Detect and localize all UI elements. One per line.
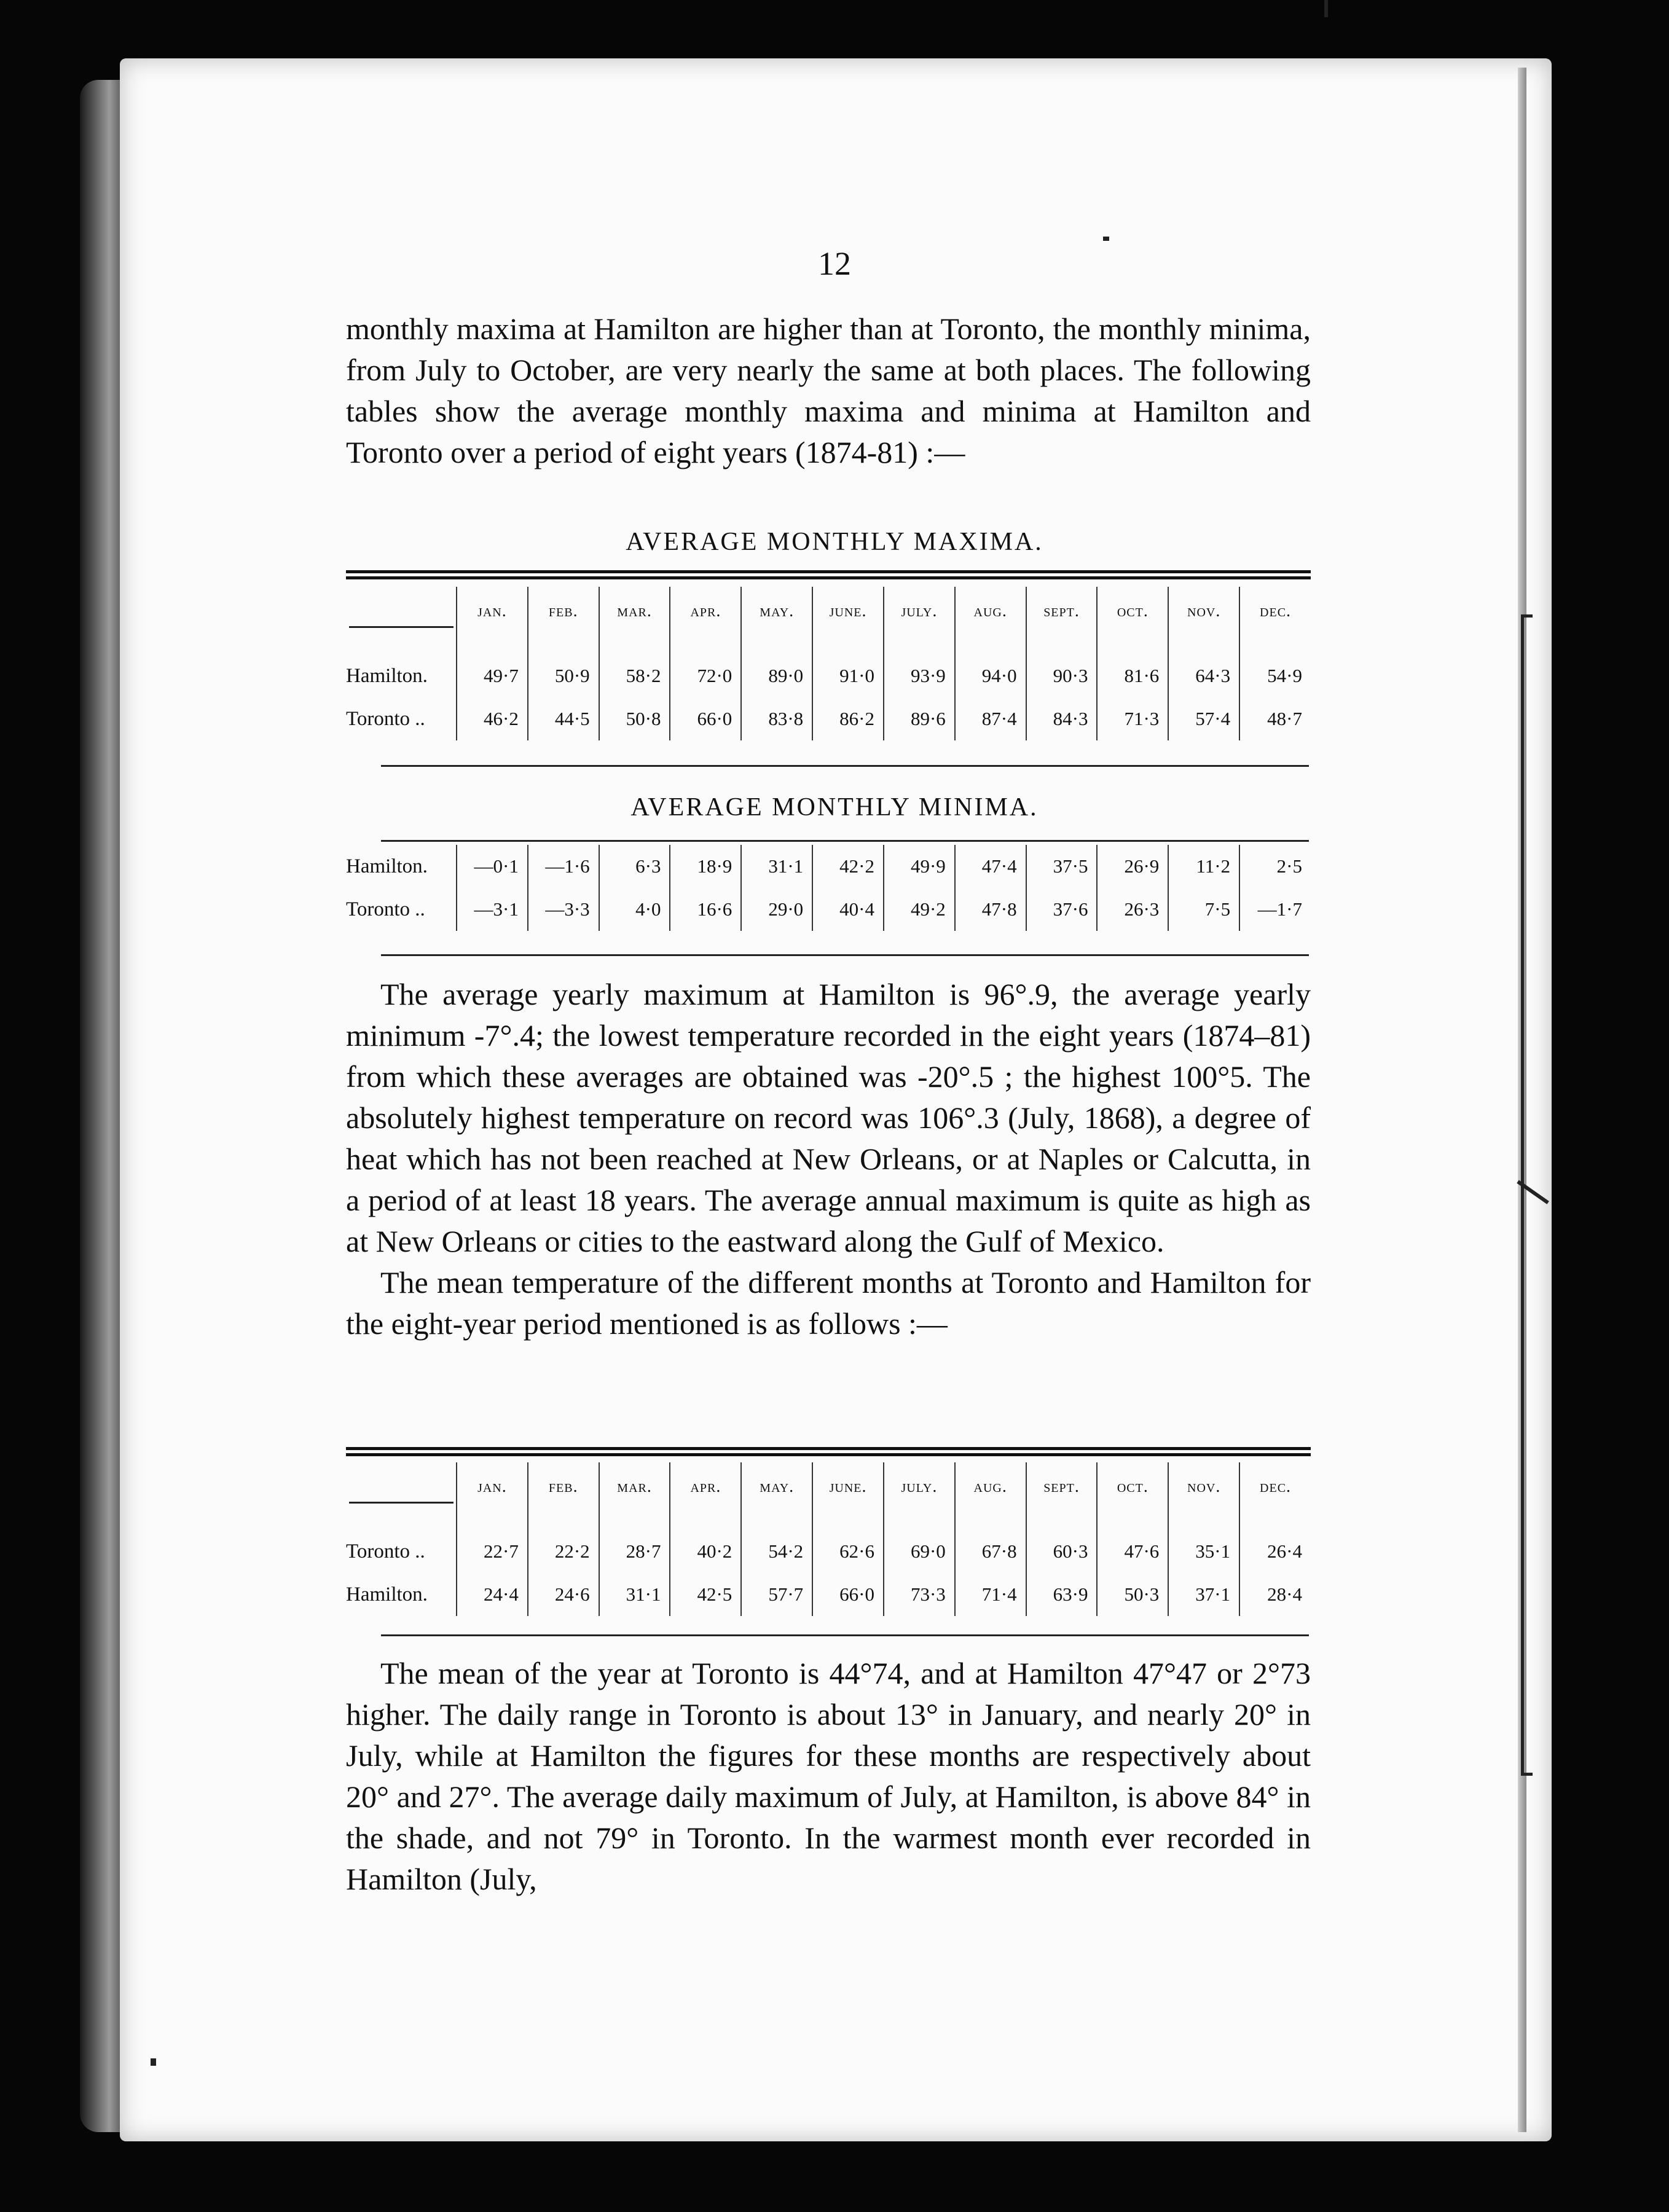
month-header: june. [812, 587, 884, 636]
table-cell: 49·9 [884, 845, 955, 888]
table-cell: 86·2 [812, 697, 884, 740]
table-cell: 16·6 [670, 888, 741, 931]
table-cell: —0·1 [457, 845, 528, 888]
table-cell: 37·1 [1168, 1573, 1239, 1616]
row-label: Hamilton. [346, 855, 428, 877]
month-header: july. [884, 1462, 955, 1512]
month-header: june. [812, 1462, 884, 1512]
scan-speck [1324, 0, 1328, 17]
yearly-paragraph-block [346, 974, 1311, 1344]
table-cell: 11·2 [1168, 845, 1239, 888]
table-cell: 81·6 [1097, 654, 1168, 697]
maxima-table-top-rule [346, 570, 1311, 579]
table-cell: 28·4 [1239, 1573, 1311, 1616]
table-row [346, 1573, 1311, 1616]
minima-table [346, 845, 1311, 931]
month-header: nov. [1168, 1462, 1239, 1512]
page-number: 12 [818, 245, 851, 282]
mean-table-bottom-rule [381, 1634, 1309, 1636]
intro-paragraph-block [346, 308, 1311, 473]
table-cell: 7·5 [1168, 888, 1239, 931]
final-paragraph: The mean of the year at Toronto is 44°74, and at Hamilton 47°47 or 2°73 higher. The daily range in Toronto is about 13° in January, and nearly 20° in July, while at Hamilton the figures for these months are respectively about 20° and 27°. The average daily maximum of July, at Hamilton, is above 84° in the shade, and not 79° in Toronto. In the warmest month ever recorded in Hamilton (July, [346, 1656, 1311, 1896]
table-cell: 24·4 [457, 1573, 528, 1616]
table-row [346, 845, 1311, 888]
month-header: apr. [670, 1462, 741, 1512]
spacer-row [346, 636, 1311, 654]
maxima-table-title: AVERAGE MONTHLY MAXIMA. [626, 528, 1043, 556]
mean-table-top-rule [346, 1447, 1311, 1456]
table-cell: 24·6 [528, 1573, 599, 1616]
table-cell: 58·2 [599, 654, 670, 697]
month-header: may. [741, 587, 812, 636]
month-header: jan. [457, 587, 528, 636]
table-cell: 49·7 [457, 654, 528, 697]
row-label: Toronto .. [346, 898, 425, 920]
table-row [346, 888, 1311, 931]
table-cell: 40·4 [812, 888, 884, 931]
table-cell: 47·4 [955, 845, 1026, 888]
month-header: aug. [955, 1462, 1026, 1512]
table-cell: 35·1 [1168, 1530, 1239, 1573]
table-cell: 64·3 [1168, 654, 1239, 697]
table-cell: 94·0 [955, 654, 1026, 697]
month-header: sept. [1026, 1462, 1098, 1512]
table-cell: 66·0 [670, 697, 741, 740]
table-cell: 84·3 [1026, 697, 1098, 740]
table-cell: 50·8 [599, 697, 670, 740]
table-cell: 93·9 [884, 654, 955, 697]
table-cell: 89·6 [884, 697, 955, 740]
table-cell: 91·0 [812, 654, 884, 697]
table-cell: 87·4 [955, 697, 1026, 740]
table-cell: 2·5 [1239, 845, 1311, 888]
scan-speck [1103, 237, 1109, 241]
table-cell: 26·9 [1097, 845, 1168, 888]
table-cell: 66·0 [812, 1573, 884, 1616]
month-header: aug. [955, 587, 1026, 636]
month-header: feb. [528, 587, 599, 636]
yearly-paragraph: The average yearly maximum at Hamilton is 96°.9, the average yearly minimum -7°.4; the lowest temperature recorded in the eight years (1874–81) from which these averages are obtained was -20°.5 ; the highest 100°5. The absolutely highest temperature on record was 106°.3 (July, 1868), a degree of heat which has not been reached at New Orleans, or at Naples or Calcutta, in a period of at least 18 years. The average annual maximum is quite as high as at New Orleans or cities to the eastward along the Gulf of Mexico. [346, 977, 1311, 1258]
month-header: may. [741, 1462, 812, 1512]
month-header: feb. [528, 1462, 599, 1512]
table-cell: 26·3 [1097, 888, 1168, 931]
table-cell: 49·2 [884, 888, 955, 931]
maxima-table-bottom-rule [381, 765, 1309, 767]
table-cell: 54·2 [741, 1530, 812, 1573]
table-cell: 69·0 [884, 1530, 955, 1573]
mean-table [346, 1462, 1311, 1616]
table-cell: 4·0 [599, 888, 670, 931]
minima-table-bottom-rule [381, 954, 1309, 956]
table-cell: 29·0 [741, 888, 812, 931]
row-label: Hamilton. [346, 1583, 428, 1606]
month-header: apr. [670, 587, 741, 636]
table-cell: 40·2 [670, 1530, 741, 1573]
table-cell: 57·4 [1168, 697, 1239, 740]
table-cell: 46·2 [457, 697, 528, 740]
table-cell: 26·4 [1239, 1530, 1311, 1573]
table-cell: 71·3 [1097, 697, 1168, 740]
table-row [346, 1530, 1311, 1573]
table-cell: 47·8 [955, 888, 1026, 931]
table-cell: 89·0 [741, 654, 812, 697]
maxima-table [346, 587, 1311, 740]
table-cell: —1·6 [528, 845, 599, 888]
table-cell: 72·0 [670, 654, 741, 697]
table-cell: 22·2 [528, 1530, 599, 1573]
table-cell: 44·5 [528, 697, 599, 740]
final-paragraph-block [346, 1653, 1311, 1900]
table-cell: 31·1 [741, 845, 812, 888]
table-cell: 60·3 [1026, 1530, 1098, 1573]
table-cell: 28·7 [599, 1530, 670, 1573]
month-header: mar. [599, 1462, 670, 1512]
table-cell: 71·4 [955, 1573, 1026, 1616]
table-cell: 42·2 [812, 845, 884, 888]
table-cell: 62·6 [812, 1530, 884, 1573]
month-header: dec. [1239, 587, 1311, 636]
row-label-header [346, 587, 457, 636]
row-label-header [346, 1462, 457, 1512]
table-cell: 57·7 [741, 1573, 812, 1616]
row-label: Toronto .. [346, 707, 425, 730]
month-header: sept. [1026, 587, 1098, 636]
table-cell: 48·7 [1239, 697, 1311, 740]
table-cell: 6·3 [599, 845, 670, 888]
spacer-row [346, 1512, 1311, 1530]
mean-header-row [346, 1462, 1311, 1512]
month-header: jan. [457, 1462, 528, 1512]
row-label: Toronto .. [346, 1540, 425, 1563]
table-cell: 50·9 [528, 654, 599, 697]
table-cell: 83·8 [741, 697, 812, 740]
table-cell: 73·3 [884, 1573, 955, 1616]
table-cell: 37·6 [1026, 888, 1098, 931]
table-row [346, 697, 1311, 740]
table-cell: 90·3 [1026, 654, 1098, 697]
mean-intro-paragraph: The mean temperature of the different months at Toronto and Hamilton for the eight-year period mentioned is as follows :— [346, 1265, 1311, 1341]
month-header: mar. [599, 587, 670, 636]
table-cell: 67·8 [955, 1530, 1026, 1573]
table-cell: 54·9 [1239, 654, 1311, 697]
table-cell: 42·5 [670, 1573, 741, 1616]
table-cell: 31·1 [599, 1573, 670, 1616]
table-cell: 50·3 [1097, 1573, 1168, 1616]
month-header: dec. [1239, 1462, 1311, 1512]
month-header: july. [884, 587, 955, 636]
minima-table-title: AVERAGE MONTHLY MINIMA. [630, 793, 1039, 822]
table-cell: —1·7 [1239, 888, 1311, 931]
month-header: oct. [1097, 1462, 1168, 1512]
table-cell: 47·6 [1097, 1530, 1168, 1573]
binding-bracket [1521, 614, 1533, 1776]
table-cell: 22·7 [457, 1530, 528, 1573]
minima-table-top-rule [381, 840, 1309, 842]
table-cell: 37·5 [1026, 845, 1098, 888]
intro-paragraph: monthly maxima at Hamilton are higher than at Toronto, the monthly minima, from July to October, are very nearly the same at both places. The following tables show the average monthly maxima and minima at Hamilton and Toronto over a period of eight years (1874-81) :— [346, 312, 1311, 469]
table-cell: —3·1 [457, 888, 528, 931]
scan-speck [151, 2058, 156, 2066]
table-row [346, 654, 1311, 697]
row-label: Hamilton. [346, 664, 428, 687]
table-cell: 63·9 [1026, 1573, 1098, 1616]
table-cell: —3·3 [528, 888, 599, 931]
table-cell: 18·9 [670, 845, 741, 888]
maxima-header-row [346, 587, 1311, 636]
month-header: oct. [1097, 587, 1168, 636]
month-header: nov. [1168, 587, 1239, 636]
